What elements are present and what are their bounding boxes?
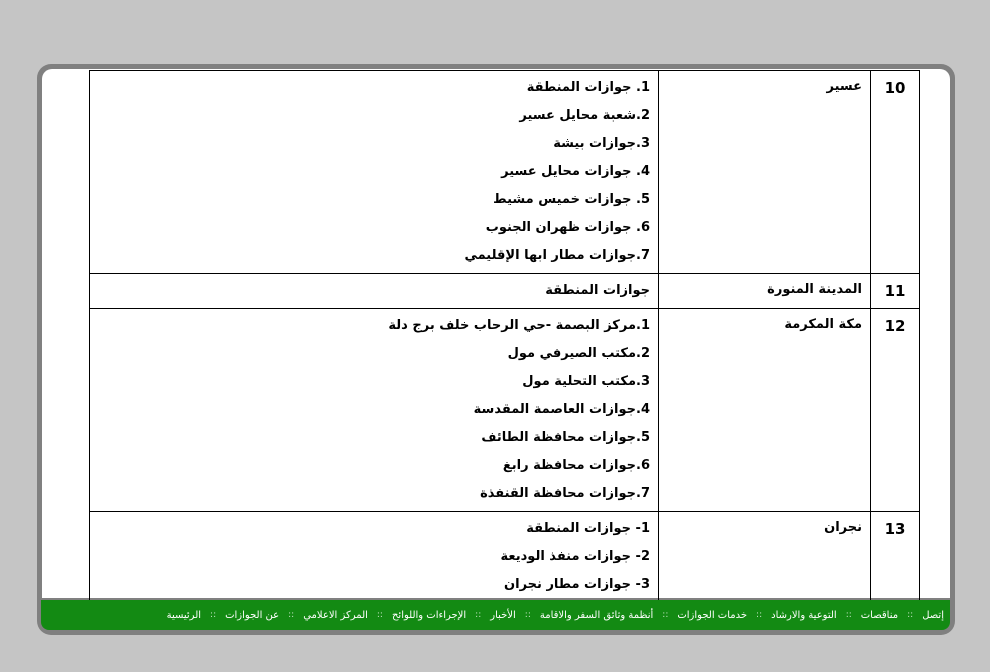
office-item: 1. جوازات المنطقة (526, 80, 650, 95)
row-number: 11 (871, 274, 920, 309)
nav-separator: :: (756, 610, 763, 620)
office-item: 6.جوازات محافظة رابغ (502, 458, 650, 473)
office-item: 3.مكتب التحلية مول (522, 374, 650, 389)
nav-separator: :: (662, 610, 669, 620)
region-name: المدينة المنورة (659, 274, 871, 309)
office-item: 5. جوازات خميس مشيط (493, 192, 650, 207)
office-item: 7.جوازات محافظة القنفذة (480, 486, 650, 501)
offices-table (89, 70, 920, 603)
office-item: 2- جوازات منفذ الوديعة (500, 549, 650, 564)
row-number: 13 (871, 512, 920, 603)
row-number: 12 (871, 309, 920, 512)
office-list (90, 512, 659, 603)
office-item: 7.جوازات مطار ابها الإقليمي (464, 248, 650, 263)
office-list (90, 309, 659, 512)
region-name: مكة المكرمة (659, 309, 871, 512)
table-row (90, 512, 920, 603)
office-item: 6. جوازات ظهران الجنوب (485, 220, 650, 235)
row-number: 10 (871, 71, 920, 274)
nav-link[interactable]: خدمات الجوازات (677, 609, 748, 621)
nav-separator: :: (475, 610, 482, 620)
nav-separator: :: (524, 610, 531, 620)
table-row (90, 71, 920, 274)
office-item: 3.جوازات بيشة (553, 136, 650, 151)
nav-link[interactable]: المركز الاعلامي (303, 609, 368, 621)
nav-link[interactable]: إتصل (922, 609, 944, 621)
office-item: 4.جوازات العاصمة المقدسة (473, 402, 650, 417)
region-name: نجران (659, 512, 871, 603)
office-item: 1.مركز البصمة -حي الرحاب خلف برج دلة (388, 318, 650, 333)
office-item: 1- جوازات المنطقة (526, 521, 650, 536)
nav-link[interactable]: الأخبار (490, 609, 516, 621)
office-item: 5.جوازات محافظة الطائف (481, 430, 650, 445)
nav-separator: :: (210, 610, 217, 620)
office-list (90, 71, 659, 274)
nav-link[interactable]: عن الجوازات (225, 609, 280, 621)
office-item: 3- جوازات مطار نجران (504, 577, 650, 592)
nav-separator: :: (845, 610, 852, 620)
office-item: 4. جوازات محايل عسير (501, 164, 650, 179)
office-item: جوازات المنطقة (545, 283, 650, 298)
region-name: عسير (659, 71, 871, 274)
nav-link[interactable]: أنظمة وثائق السفر والاقامة (539, 609, 654, 621)
office-item: 2.مكتب الصيرفي مول (507, 346, 650, 361)
nav-link[interactable]: مناقصات (860, 609, 899, 621)
office-list (90, 274, 659, 309)
nav-separator: :: (907, 610, 914, 620)
nav-link[interactable]: التوعية والارشاد (771, 609, 837, 621)
table-row (90, 309, 920, 512)
bottom-navigation-bar (41, 600, 950, 630)
nav-separator: :: (288, 610, 295, 620)
table-row (90, 274, 920, 309)
office-item: 2.شعبة محايل عسير (519, 108, 650, 123)
nav-link[interactable]: الإجراءات واللوائح (391, 609, 467, 621)
nav-separator: :: (376, 610, 383, 620)
nav-link[interactable]: الرئيسية (166, 609, 202, 621)
